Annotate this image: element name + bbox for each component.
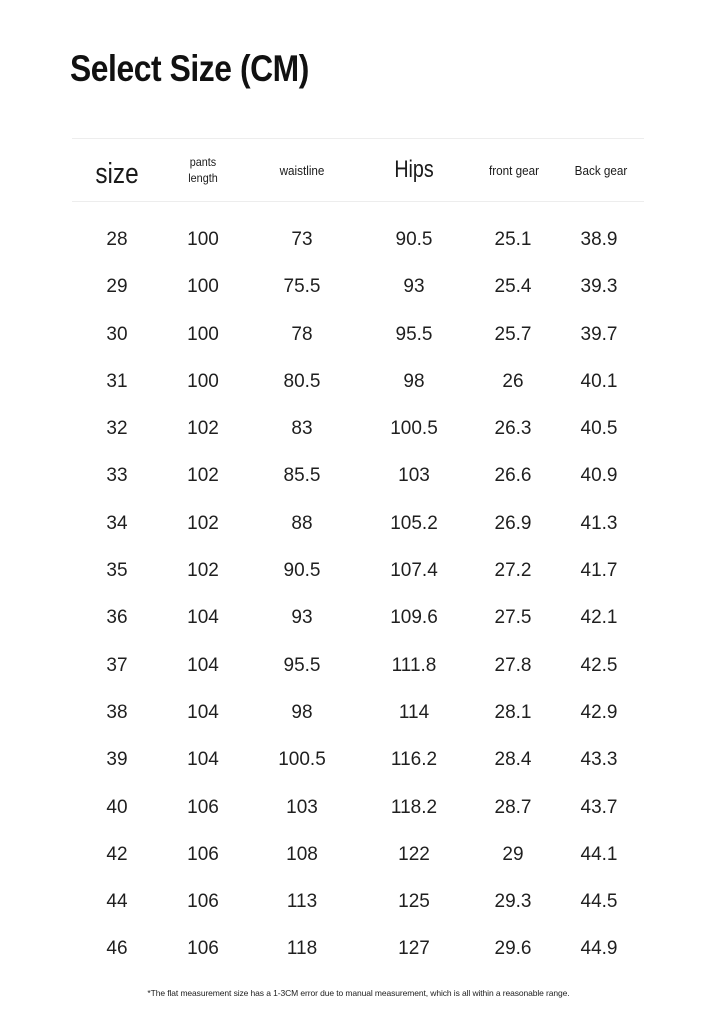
- cell-pants-length: 102: [187, 512, 219, 534]
- table-row: [0, 311, 717, 358]
- cell-hips: 93: [403, 276, 425, 298]
- cell-hips: 116.2: [390, 749, 438, 771]
- cell-front-gear: 28.4: [494, 749, 532, 771]
- cell-front-gear: 27.2: [494, 560, 532, 582]
- table-row: [0, 594, 717, 641]
- cell-back-gear: 40.9: [580, 465, 618, 487]
- cell-pants-length: 102: [187, 465, 219, 487]
- cell-size: 28: [106, 229, 128, 250]
- cell-waistline: 108: [286, 843, 318, 865]
- cell-hips: 103: [398, 465, 430, 487]
- cell-back-gear: 42.9: [580, 701, 618, 723]
- cell-size: 35: [106, 560, 128, 582]
- cell-back-gear: 40.5: [580, 418, 618, 440]
- cell-front-gear: 26.6: [494, 465, 532, 487]
- table-row: [0, 405, 717, 452]
- table-row: [0, 831, 717, 878]
- cell-front-gear: 26.9: [494, 512, 532, 534]
- cell-back-gear: 39.3: [580, 276, 618, 298]
- cell-waistline: 93: [291, 607, 313, 629]
- table-row: [0, 358, 717, 405]
- table-row: [0, 263, 717, 310]
- cell-back-gear: 43.7: [580, 796, 618, 818]
- measurement-footnote: *The flat measurement size has a 1-3CM error due to manual measurement, which is all within a reasonable range.: [147, 988, 570, 998]
- cell-waistline: 88: [291, 512, 313, 534]
- cell-hips: 127: [398, 938, 430, 960]
- cell-waistline: 113: [286, 891, 318, 913]
- cell-waistline: 85.5: [283, 465, 321, 487]
- cell-waistline: 80.5: [283, 370, 321, 392]
- cell-hips: 90.5: [395, 229, 433, 250]
- table-row: [0, 642, 717, 689]
- header-back-gear: Back gear: [574, 162, 628, 178]
- cell-waistline: 98: [291, 701, 313, 723]
- cell-size: 40: [106, 796, 128, 818]
- table-header-divider: [72, 201, 644, 202]
- cell-pants-length: 102: [187, 560, 219, 582]
- cell-size: 34: [106, 512, 128, 534]
- cell-waistline: 78: [291, 323, 313, 345]
- cell-pants-length: 106: [187, 891, 219, 913]
- cell-front-gear: 28.1: [494, 701, 532, 723]
- cell-pants-length: 100: [187, 323, 219, 345]
- cell-hips: 114: [398, 701, 430, 723]
- page-title: Select Size (CM): [70, 48, 309, 89]
- cell-size: 30: [106, 323, 128, 345]
- cell-size: 44: [106, 891, 128, 913]
- cell-pants-length: 100: [187, 276, 219, 298]
- header-front-gear: front gear: [488, 162, 540, 178]
- cell-size: 38: [106, 701, 128, 723]
- table-row: [0, 925, 717, 972]
- header-hips: Hips: [394, 156, 434, 183]
- cell-pants-length: 104: [187, 701, 219, 723]
- cell-size: 32: [106, 418, 128, 440]
- cell-hips: 118.2: [390, 796, 438, 818]
- table-row: [0, 878, 717, 925]
- cell-pants-length: 106: [187, 938, 219, 960]
- cell-hips: 98: [403, 370, 425, 392]
- cell-waistline: 73: [291, 229, 313, 250]
- table-row: [0, 736, 717, 783]
- table-row: [0, 216, 717, 263]
- cell-pants-length: 104: [187, 749, 219, 771]
- cell-back-gear: 42.1: [580, 607, 618, 629]
- cell-back-gear: 38.9: [580, 229, 618, 250]
- cell-back-gear: 44.5: [580, 891, 618, 913]
- cell-hips: 95.5: [395, 323, 433, 345]
- cell-hips: 125: [398, 891, 430, 913]
- cell-front-gear: 25.4: [494, 276, 532, 298]
- cell-pants-length: 106: [187, 843, 219, 865]
- cell-pants-length: 106: [187, 796, 219, 818]
- cell-size: 29: [106, 276, 128, 298]
- cell-size: 46: [106, 938, 128, 960]
- cell-back-gear: 44.1: [580, 843, 618, 865]
- cell-back-gear: 40.1: [580, 370, 618, 392]
- cell-hips: 122: [398, 843, 430, 865]
- cell-hips: 105.2: [390, 512, 438, 534]
- table-row: [0, 452, 717, 499]
- cell-size: 36: [106, 607, 128, 629]
- cell-size: 31: [106, 370, 128, 392]
- table-row: [0, 547, 717, 594]
- cell-hips: 100.5: [390, 418, 438, 440]
- cell-front-gear: 29: [502, 843, 524, 865]
- header-size: size: [95, 157, 139, 190]
- table-row: [0, 689, 717, 736]
- cell-pants-length: 100: [187, 229, 219, 250]
- size-table-body: [0, 216, 717, 973]
- cell-hips: 109.6: [390, 607, 438, 629]
- table-row: [0, 500, 717, 547]
- cell-waistline: 118: [286, 938, 318, 960]
- cell-back-gear: 44.9: [580, 938, 618, 960]
- cell-front-gear: 26: [502, 370, 524, 392]
- cell-waistline: 100.5: [278, 749, 326, 771]
- cell-size: 37: [106, 654, 128, 676]
- cell-waistline: 75.5: [283, 276, 321, 298]
- cell-front-gear: 25.1: [494, 229, 532, 250]
- cell-front-gear: 26.3: [494, 418, 532, 440]
- table-header-row: [0, 139, 717, 201]
- cell-size: 42: [106, 843, 128, 865]
- table-row: [0, 784, 717, 831]
- cell-front-gear: 27.5: [494, 607, 532, 629]
- cell-waistline: 95.5: [283, 654, 321, 676]
- cell-waistline: 103: [286, 796, 318, 818]
- cell-pants-length: 104: [187, 607, 219, 629]
- cell-waistline: 83: [291, 418, 313, 440]
- header-waistline: waistline: [279, 162, 325, 178]
- cell-front-gear: 28.7: [494, 796, 532, 818]
- cell-hips: 111.8: [391, 654, 437, 676]
- cell-back-gear: 42.5: [580, 654, 618, 676]
- cell-waistline: 90.5: [283, 560, 321, 582]
- cell-back-gear: 39.7: [580, 323, 618, 345]
- cell-front-gear: 29.3: [494, 891, 532, 913]
- cell-hips: 107.4: [390, 560, 438, 582]
- cell-pants-length: 104: [187, 654, 219, 676]
- cell-pants-length: 100: [187, 370, 219, 392]
- cell-size: 33: [106, 465, 128, 487]
- cell-back-gear: 43.3: [580, 749, 618, 771]
- cell-front-gear: 27.8: [494, 654, 532, 676]
- cell-back-gear: 41.7: [580, 560, 618, 582]
- cell-front-gear: 29.6: [494, 938, 532, 960]
- cell-size: 39: [106, 749, 128, 771]
- header-pants-length: pants length: [188, 155, 218, 185]
- cell-pants-length: 102: [187, 418, 219, 440]
- cell-front-gear: 25.7: [494, 323, 532, 345]
- cell-back-gear: 41.3: [580, 512, 618, 534]
